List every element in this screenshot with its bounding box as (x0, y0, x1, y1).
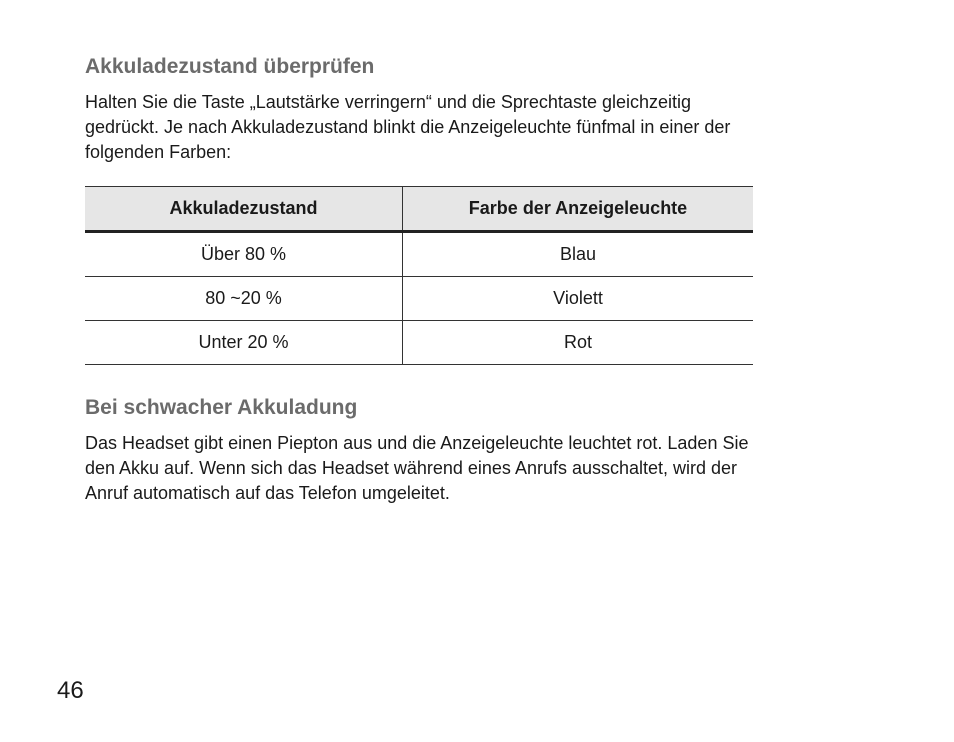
battery-check-paragraph (85, 90, 885, 165)
table-header-row (85, 187, 753, 232)
page-number: 46 (57, 677, 84, 704)
battery-level-cell: Unter 20 % (85, 321, 403, 365)
paragraph-line: Halten Sie die Taste „Lautstärke verringern“ und die Sprechtaste gleichzeitig (85, 92, 692, 112)
battery-status-table (85, 186, 753, 365)
low-battery-paragraph (85, 431, 885, 506)
paragraph-line: Anruf automatisch auf das Telefon umgeleitet. (85, 483, 450, 503)
column-header-indicator-color: Farbe der Anzeigeleuchte (403, 187, 754, 232)
paragraph-line: folgenden Farben: (85, 142, 232, 162)
paragraph-line: den Akku auf. Wenn sich das Headset während eines Anrufs ausschaltet, wird der (85, 458, 738, 478)
table-row (85, 232, 753, 277)
table-row (85, 277, 753, 321)
indicator-color-cell: Violett (403, 277, 754, 321)
section-heading-low-battery: Bei schwacher Akkuladung (85, 396, 358, 419)
paragraph-line: gedrückt. Je nach Akkuladezustand blinkt die Anzeigeleuchte fünfmal in einer der (85, 117, 731, 137)
battery-level-cell: 80 ~20 % (85, 277, 403, 321)
column-header-battery-level: Akkuladezustand (85, 187, 403, 232)
indicator-color-cell: Rot (403, 321, 754, 365)
battery-level-cell: Über 80 % (85, 232, 403, 277)
indicator-color-cell: Blau (403, 232, 754, 277)
section-heading-battery-check: Akkuladezustand überprüfen (85, 55, 375, 78)
table-row (85, 321, 753, 365)
paragraph-line: Das Headset gibt einen Piepton aus und die Anzeigeleuchte leuchtet rot. Laden Sie (85, 433, 749, 453)
